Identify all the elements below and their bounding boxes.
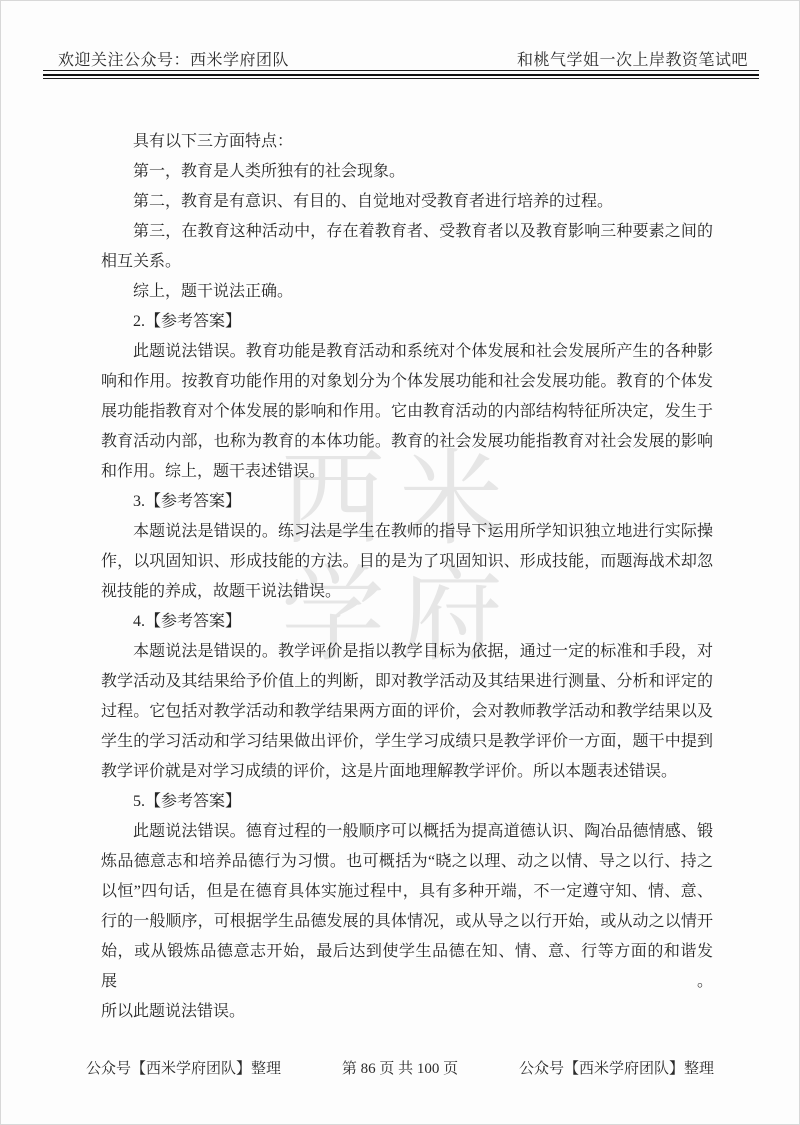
body-line: 展功能指教育对个体发展的影响和作用。它由教育活动的内部结构特征所决定，发生于 (101, 403, 713, 420)
document-body (101, 127, 713, 1027)
header-rule-thin-bottom (43, 78, 759, 79)
body-line: 2.【参考答案】 (133, 313, 242, 330)
body-line: 教学评价就是对学习成绩的评价，这是片面地理解教学评价。所以本题表述错误。 (101, 763, 678, 780)
footer-page-number: 第 86 页 共 100 页 (341, 1061, 459, 1077)
body-line: 教育活动内部，也称为教育的本体功能。教育的社会发展功能指教育对社会发展的影响 (101, 433, 713, 450)
body-line: 4.【参考答案】 (133, 613, 242, 630)
body-line: 始，或从锻炼品德意志开始，最后达到使学生品德在知、情、意、行等方面的和谐发展。 (101, 943, 713, 990)
body-line: 相互关系。 (101, 253, 182, 270)
body-line: 响和作用。按教育功能作用的对象划分为个体发展功能和社会发展功能。教育的个体发 (101, 373, 713, 390)
body-line: 过程。它包括对教学活动和教学结果两方面的评价，会对教师教学活动和教学结果以及 (101, 703, 713, 720)
page-footer (86, 1057, 714, 1078)
watermark-char: 学 (281, 559, 400, 674)
watermark-char: 西 (281, 443, 400, 558)
body-line: 行的一般顺序，可根据学生品德发展的具体情况，或从导之以行开始，或从动之以情开 (101, 913, 713, 930)
header-rule-thick (43, 74, 759, 76)
body-line: 此题说法错误。教育功能是教育活动和系统对个体发展和社会发展所产生的各种影 (133, 343, 713, 360)
header-rule-thin-top (43, 70, 759, 71)
watermark-char: 米 (399, 443, 518, 558)
body-line: 以恒”四句话，但是在德育具体实施过程中，具有多种开端，不一定遵守知、情、意、 (101, 883, 713, 900)
footer-right-text: 公众号【西米学府团队】整理 (518, 1061, 714, 1077)
header-left-text: 欢迎关注公众号：西米学府团队 (58, 52, 290, 69)
body-line: 第一，教育是人类所独有的社会现象。 (133, 163, 406, 180)
body-line: 3.【参考答案】 (133, 493, 242, 510)
body-line: 此题说法错误。德育过程的一般顺序可以概括为提高道德认识、陶冶品德情感、锻 (133, 823, 713, 840)
body-line: 教学活动及其结果给予价值上的判断，即对教学活动及其结果进行测量、分析和评定的 (101, 673, 713, 690)
body-line: 本题说法是错误的。练习法是学生在教师的指导下运用所学知识独立地进行实际操 (133, 523, 713, 540)
page-header (58, 47, 748, 70)
body-line: 所以此题说法错误。 (101, 1003, 246, 1020)
body-line: 综上，题干说法正确。 (133, 283, 294, 300)
body-line: 作，以巩固知识、形成技能的方法。目的是为了巩固知识、形成技能，而题海战术却忽 (101, 553, 713, 570)
body-line: 炼品德意志和培养品德行为习惯。也可概括为“晓之以理、动之以情、导之以行、持之 (101, 853, 713, 870)
body-line: 第二，教育是有意识、有目的、自觉地对受教育者进行培养的过程。 (133, 193, 614, 210)
body-line: 本题说法是错误的。教学评价是指以教学目标为依据，通过一定的标准和手段，对 (133, 643, 713, 660)
header-right-text: 和桃气学姐一次上岸教资笔试吧 (516, 52, 748, 69)
body-line: 具有以下三方面特点： (133, 133, 294, 150)
header-rule (43, 70, 759, 79)
body-line: 学生的学习活动和学习结果做出评价，学生学习成绩只是教学评价一方面，题干中提到 (101, 733, 713, 750)
body-line: 和作用。综上，题干表述错误。 (101, 463, 326, 480)
body-line: 第三，在教育这种活动中，存在着教育者、受教育者以及教育影响三种要素之间的 (133, 223, 713, 240)
body-line: 视技能的养成，故题干说法错误。 (101, 583, 342, 600)
footer-left-text: 公众号【西米学府团队】整理 (86, 1061, 282, 1077)
watermark-char: 府 (399, 559, 518, 674)
body-line: 5.【参考答案】 (133, 793, 242, 810)
